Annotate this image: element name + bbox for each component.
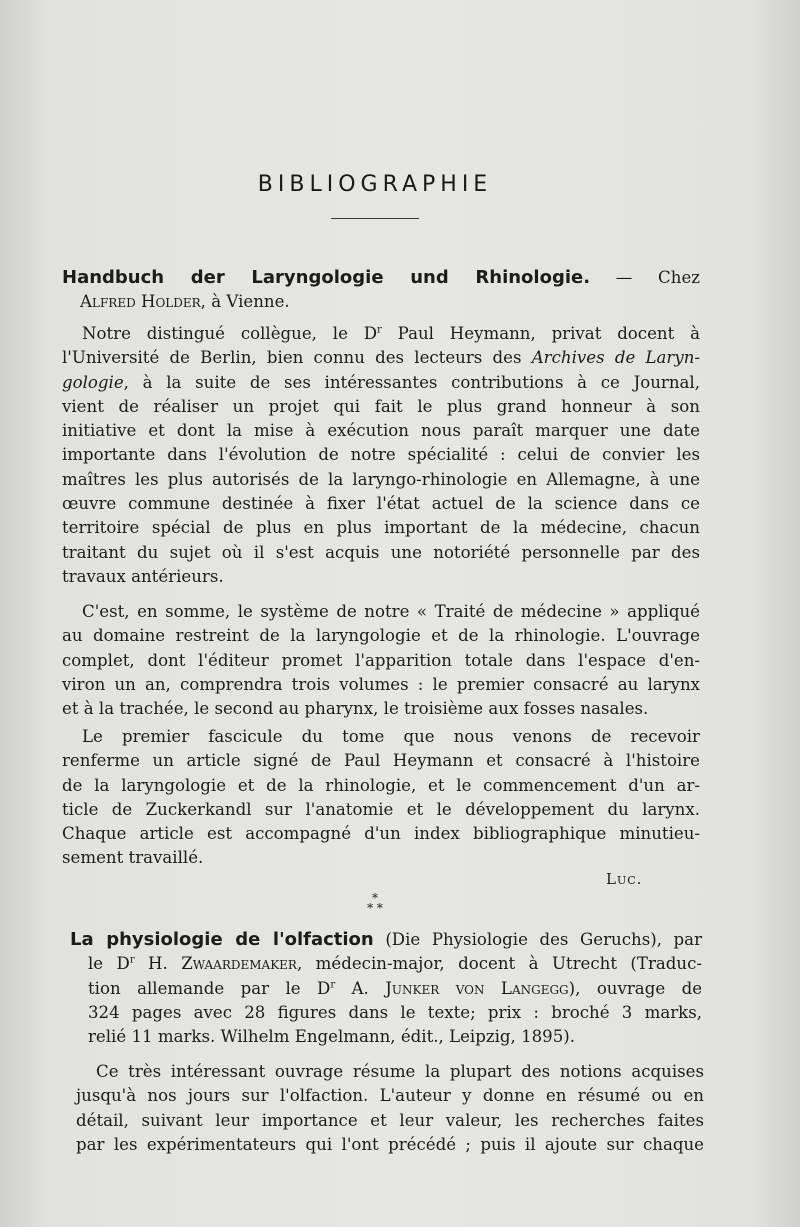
review-2-title: La physiologie de l'olfaction bbox=[70, 929, 374, 950]
text-line: renferme un article signé de Paul Heymann et consacré à l'histoire bbox=[62, 751, 700, 771]
text-line: C'est, en somme, le système de notre « Traité de médecine » appliqué bbox=[82, 602, 700, 621]
review-1-paragraph-1 bbox=[62, 322, 700, 589]
text-line: l'Université de Berlin, bien connu des lecteurs des Archives de Laryn- bbox=[62, 348, 700, 368]
text-line: complet, dont l'éditeur promet l'apparition totale dans l'espace d'en- bbox=[62, 650, 700, 670]
review-2-heading-line-2: le $D^r$ H. Zwaardemaker, médecin-major, docent à Utrecht (Traduc- bbox=[88, 954, 702, 974]
review-2-heading-line-5: relié 11 marks. Wilhelm Engelmann, édit., Leipzig, 1895). bbox=[88, 1027, 576, 1047]
text-line: traitant du sujet où il s'est acquis une notoriété personnelle par des bbox=[62, 542, 700, 562]
text-line: importante dans l'évolution de notre spécialité : celui de convier les bbox=[62, 445, 700, 465]
review-1-heading-line-1 bbox=[62, 266, 700, 290]
text-line: initiative et dont la mise à exécution nous paraît marquer une date bbox=[62, 421, 700, 441]
text-line: viron un an, comprendra trois volumes : le premier consacré au larynx bbox=[62, 674, 700, 694]
heading-rule bbox=[331, 218, 419, 219]
text-line: Chaque article est accompagné d'un index bibliographique minutieu- bbox=[62, 824, 700, 844]
review-2-author: Zwaardemaker bbox=[181, 954, 297, 974]
review-2 bbox=[70, 928, 702, 1049]
text-line: et à la trachée, le second au pharynx, le troisième aux fosses nasales. bbox=[62, 699, 649, 719]
text-line: Ce très intéressant ouvrage résume la plupart des notions acquises bbox=[96, 1062, 704, 1081]
section-heading: BIBLIOGRAPHIE bbox=[257, 172, 493, 197]
text-line: jusqu'à nos jours sur l'olfaction. L'auteur y donne en résumé ou en bbox=[76, 1086, 704, 1106]
text-line: détail, suivant leur importance et leur valeur, les recherches faites bbox=[76, 1110, 704, 1130]
text-line: au domaine restreint de la laryngologie et de la rhinologie. L'ouvrage bbox=[62, 626, 700, 646]
text-line: par les expérimentateurs qui l'ont précédé ; puis il ajoute sur chaque bbox=[76, 1134, 704, 1154]
review-2-heading-line-3: tion allemande par le $D^r$ A. Junker von Langegg), ouvrage de bbox=[88, 978, 703, 998]
review-1-signature: Luc. bbox=[606, 870, 643, 888]
text-line: de la laryngologie et de la rhinologie, et le commencement d'un ar- bbox=[62, 775, 700, 795]
text-line: territoire spécial de plus en plus important de la médecine, chacun bbox=[62, 518, 700, 538]
text-line: travaux antérieurs. bbox=[62, 566, 224, 586]
review-2-heading-line-1: La physiologie de l'olfaction (Die Physiologie des Geruchs), par bbox=[70, 929, 703, 950]
review-2-heading-line-4: 324 pages avec 28 figures dans le texte; prix : broché 3 marks, bbox=[88, 1002, 702, 1022]
asterism-separator: * * * bbox=[367, 891, 383, 915]
text-line: œuvre commune destinée à fixer l'état actuel de la science dans ce bbox=[62, 494, 700, 514]
review-1-dash: — Chez bbox=[590, 268, 701, 287]
text-line: maîtres les plus autorisés de la laryngo-rhinologie en Allemagne, à une bbox=[62, 469, 700, 489]
text-line: sement travaillé. bbox=[62, 848, 204, 868]
review-1-heading-line-2 bbox=[62, 290, 700, 314]
review-1-publisher: Alfred Holder bbox=[80, 292, 201, 312]
review-1-paragraph-3 bbox=[62, 725, 700, 871]
text-line: Le premier fascicule du tome que nous venons de recevoir bbox=[82, 727, 700, 746]
text-line: Notre distingué collègue, le $D^r$ Paul Heymann, privat docent à bbox=[82, 324, 700, 343]
text-line: ticle de Zuckerkandl sur l'anatomie et le développement du larynx. bbox=[62, 799, 700, 819]
review-1-title: Handbuch der Laryngologie und Rhinologie. bbox=[62, 267, 591, 288]
review-1-publisher-city: , à Vienne. bbox=[200, 292, 290, 312]
text-line: vient de réaliser un projet qui fait le plus grand honneur à son bbox=[62, 396, 700, 416]
review-1-paragraph-2 bbox=[62, 600, 700, 721]
text-line: gologie, à la suite de ses intéressantes contributions à ce Journal, bbox=[62, 372, 700, 392]
review-2-translator: Junker von Langegg bbox=[385, 978, 569, 998]
review-2-paragraph-1 bbox=[76, 1060, 704, 1157]
review-1 bbox=[62, 266, 700, 315]
